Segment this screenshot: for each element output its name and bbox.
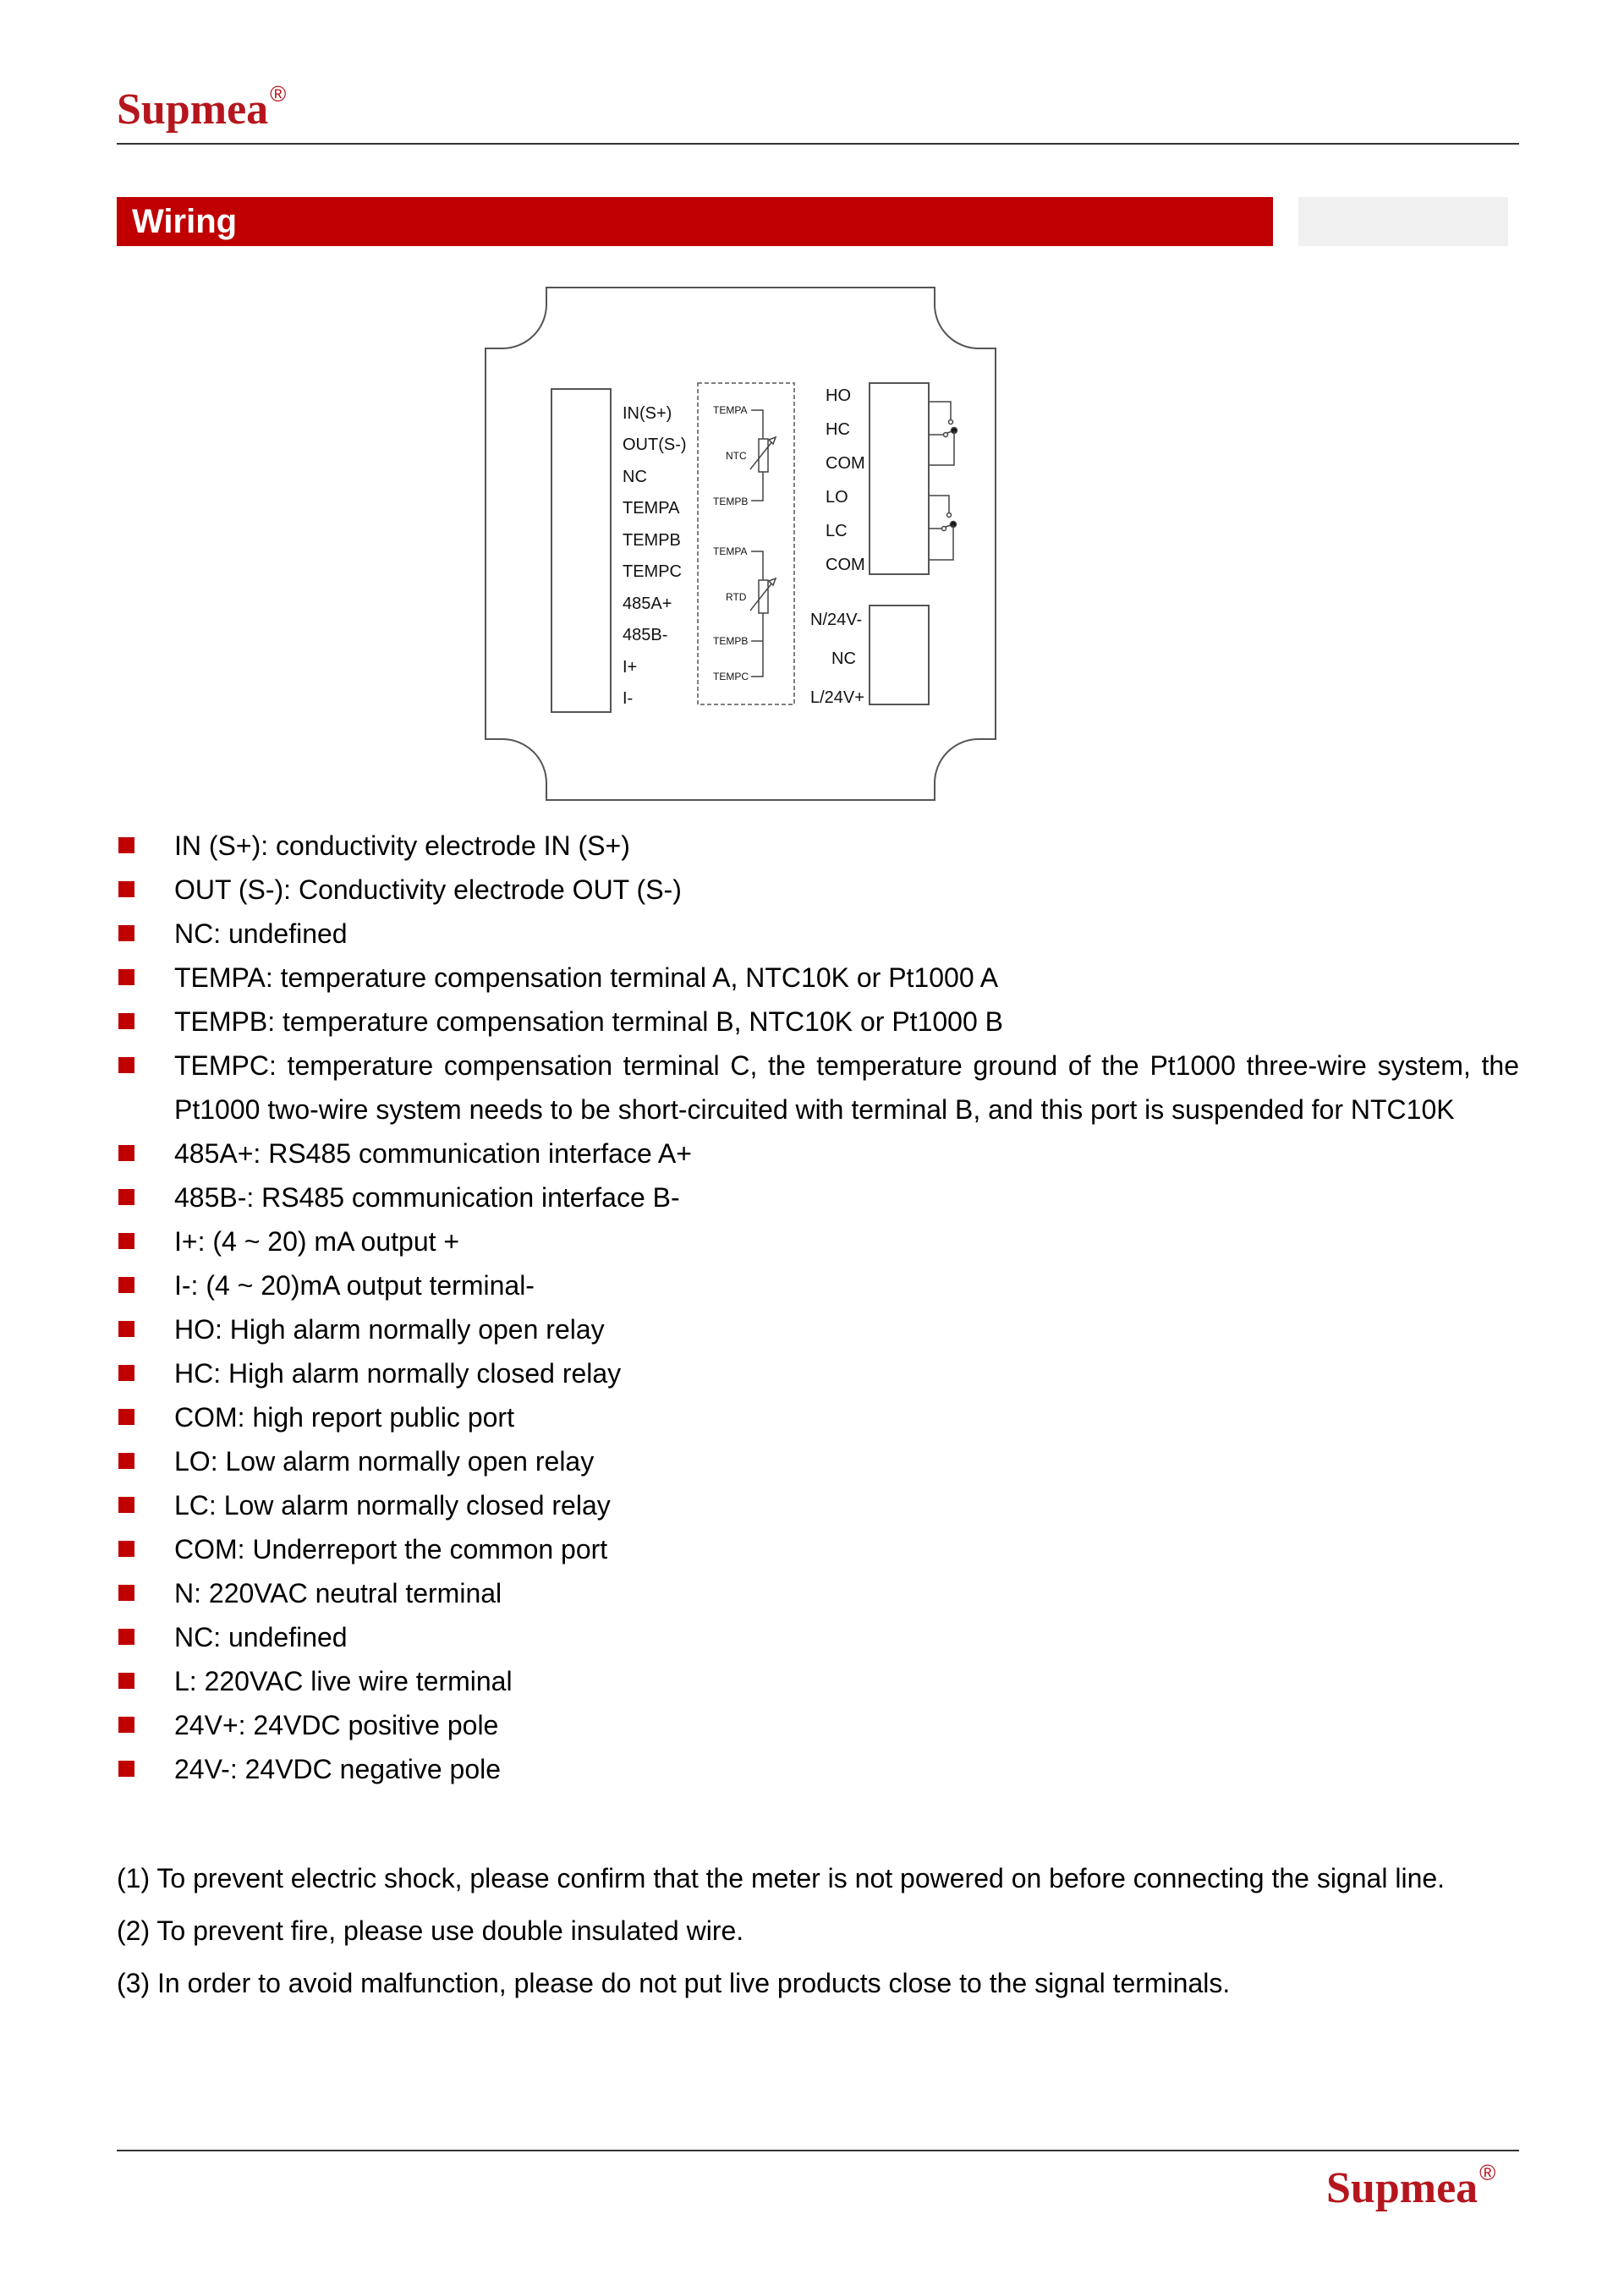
terminal-label: IN(S+) <box>623 404 672 423</box>
header-logo <box>117 81 287 141</box>
list-item: LO: Low alarm normally open relay <box>117 1439 1519 1483</box>
list-item: NC: undefined <box>117 1615 1519 1659</box>
terminal-label: LC <box>826 522 848 540</box>
list-item: TEMPB: temperature compensation terminal B, NTC10K or Pt1000 B <box>117 1000 1519 1044</box>
bullet-square-icon <box>118 881 134 897</box>
low-relay-switch-icon <box>929 496 957 560</box>
signal-terminal-block <box>551 389 611 712</box>
footer-logo <box>1326 2160 1496 2220</box>
rtd-tempc-label: TEMPC <box>713 671 749 682</box>
list-item: LC: Low alarm normally closed relay <box>117 1483 1519 1527</box>
registered-mark: ® <box>270 81 287 107</box>
ntc-tempa-label: TEMPA <box>713 404 748 416</box>
terminal-label: NC <box>831 649 856 668</box>
list-item: COM: high report public port <box>117 1395 1519 1439</box>
bullet-square-icon <box>118 1453 134 1469</box>
list-item: 24V-: 24VDC negative pole <box>117 1747 1519 1791</box>
rtd-tempa-label: TEMPA <box>713 545 748 557</box>
signal-terminal-labels <box>623 404 687 708</box>
list-item: 485A+: RS485 communication interface A+ <box>117 1132 1519 1175</box>
list-item: 24V+: 24VDC positive pole <box>117 1703 1519 1747</box>
bullet-square-icon <box>118 837 134 853</box>
terminal-label: N/24V- <box>810 611 863 629</box>
terminal-label: HO <box>826 386 851 405</box>
terminal-label: I- <box>623 689 634 708</box>
bullet-square-icon <box>118 1277 134 1293</box>
bullet-square-icon <box>118 925 134 941</box>
list-item: IN (S+): conductivity electrode IN (S+) <box>117 824 1519 868</box>
terminal-label: I+ <box>623 658 638 677</box>
banner-side-block <box>1298 197 1508 246</box>
bullet-square-icon <box>118 969 134 985</box>
ntc-tempb-label: TEMPB <box>713 496 749 507</box>
safety-notes <box>117 1852 1519 2009</box>
registered-mark: ® <box>1479 2160 1496 2185</box>
list-item: TEMPA: temperature compensation terminal A, NTC10K or Pt1000 A <box>117 956 1519 1000</box>
bullet-square-icon <box>118 1409 134 1425</box>
list-item: TEMPC: temperature compensation terminal C, the temperature ground of the Pt1000 three-wire system, the Pt1000 two-wire system needs to be short-circuited with terminal B, and this port is suspended for NTC10K <box>117 1044 1519 1132</box>
terminal-label: 485A+ <box>623 595 672 613</box>
list-item: N: 220VAC neutral terminal <box>117 1571 1519 1615</box>
terminal-description-list <box>117 824 1519 1791</box>
bullet-square-icon <box>118 1145 134 1161</box>
safety-note: (1) To prevent electric shock, please confirm that the meter is not powered on before connecting the signal line. <box>117 1863 1446 1893</box>
list-item: HC: High alarm normally closed relay <box>117 1351 1519 1395</box>
list-item: NC: undefined <box>117 912 1519 956</box>
high-relay-switch-icon <box>929 402 957 465</box>
ntc-thermistor-icon <box>750 410 776 501</box>
sensor-connection-box <box>698 383 794 704</box>
bullet-square-icon <box>118 1541 134 1557</box>
list-item: HO: High alarm normally open relay <box>117 1307 1519 1351</box>
terminal-label: 485B- <box>623 626 668 644</box>
list-item: L: 220VAC live wire terminal <box>117 1659 1519 1703</box>
safety-note: (3) In order to avoid malfunction, please do not put live products close to the signal terminals. <box>117 1968 1231 1998</box>
terminal-label: OUT(S-) <box>623 436 687 454</box>
header-divider <box>117 143 1519 145</box>
ntc-label: NTC <box>726 450 747 462</box>
bullet-square-icon <box>118 1189 134 1205</box>
section-title: Wiring <box>132 203 238 240</box>
bullet-square-icon <box>118 1497 134 1513</box>
terminal-label: HC <box>826 420 850 439</box>
bullet-square-icon <box>118 1233 134 1249</box>
bullet-square-icon <box>118 1629 134 1645</box>
terminal-label: LO <box>826 488 848 507</box>
enclosure-outline <box>486 288 996 800</box>
terminal-label: L/24V+ <box>810 688 864 707</box>
bullet-square-icon <box>118 1057 134 1073</box>
brand-name: Supmea <box>117 85 269 134</box>
bullet-square-icon <box>118 1321 134 1337</box>
list-item: OUT (S-): Conductivity electrode OUT (S-) <box>117 868 1519 912</box>
bullet-square-icon <box>118 1013 134 1029</box>
bullet-square-icon <box>118 1673 134 1689</box>
footer-divider <box>117 2150 1519 2151</box>
list-item: COM: Underreport the common port <box>117 1527 1519 1571</box>
bullet-square-icon <box>118 1365 134 1381</box>
power-terminal-labels <box>810 611 864 707</box>
rtd-tempb-label: TEMPB <box>713 635 749 647</box>
safety-note: (2) To prevent fire, please use double insulated wire. <box>117 1915 744 1946</box>
terminal-label: COM <box>826 454 865 473</box>
brand-name: Supmea <box>1326 2164 1479 2212</box>
list-item: I+: (4 ~ 20) mA output + <box>117 1219 1519 1263</box>
power-terminal-block <box>870 606 929 704</box>
bullet-square-icon <box>118 1761 134 1777</box>
sensor-labels <box>713 404 749 682</box>
relay-terminal-labels <box>826 386 865 574</box>
rtd-resistor-icon <box>750 551 776 677</box>
section-banner <box>117 197 1273 246</box>
bullet-square-icon <box>118 1717 134 1733</box>
relay-terminal-block <box>870 383 929 574</box>
terminal-label: NC <box>623 468 647 486</box>
terminal-label: TEMPC <box>623 562 682 581</box>
list-item: 485B-: RS485 communication interface B- <box>117 1175 1519 1219</box>
terminal-label: COM <box>826 556 865 574</box>
bullet-square-icon <box>118 1585 134 1601</box>
list-item: I-: (4 ~ 20)mA output terminal- <box>117 1263 1519 1307</box>
rtd-label: RTD <box>726 591 747 603</box>
terminal-label: TEMPB <box>623 531 681 550</box>
terminal-label: TEMPA <box>623 499 680 518</box>
